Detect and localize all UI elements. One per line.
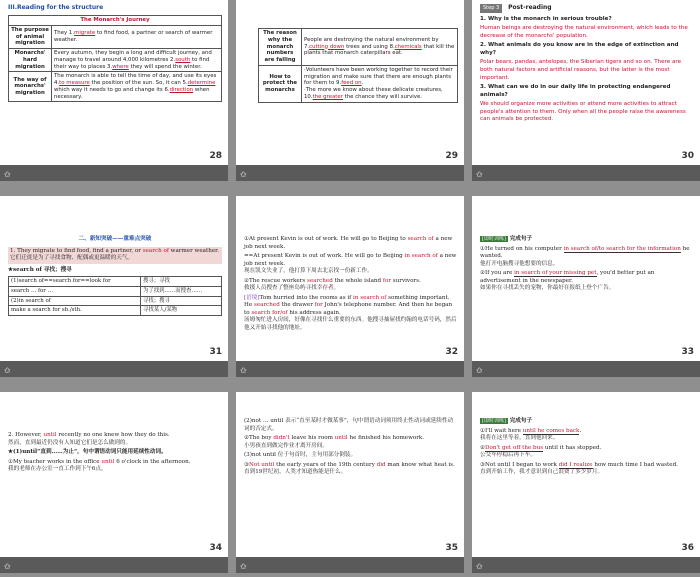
journey-table [8,15,222,102]
step-badge: Step 3 [480,4,502,13]
slide-34[interactable] [0,392,228,573]
exercise-sentence: ①He turned on his computer in search of/to search for the information he wanted. 他打开电脑搜寻他想要的信息。 [480,245,690,267]
slide-number: 29 [445,151,458,161]
exercise-sentence: ②If you are in search of your missing pet, you'd better put an advertisement in the newspaper. 如果你在寻找丢失的宠物，你最好在报纸上登个广告。 [480,270,655,292]
table-cell: They 1.migrate to find food, a partner or search of warmer weather. [52,25,222,48]
slide-28[interactable] [0,0,228,181]
slide-number: 33 [681,347,694,357]
star-icon: ✩ [476,366,483,375]
star-icon: ✩ [240,170,247,179]
slide-number: 32 [445,347,458,357]
slide-number: 36 [681,543,694,553]
slide-29[interactable] [236,0,464,181]
question: 2. What animals do you know are in the edge of extinction and why? [480,42,679,56]
table-title: The Monarch's Journey [9,16,222,26]
grammar-note: (3)not until 位于句首时，主句用部分倒装。 [244,452,357,459]
slide-footer [0,361,228,377]
row-header: The purpose of animal migration [9,25,52,48]
answer: We should organize more activities or attend more activities to attract people's attention to them. Only when all the people raise the awareness can animals be protected. [480,101,686,123]
usage-table: (1)search of==search for==look for 搜寻；寻找 search … for … 为了找到……而搜查…… (2)in search of 寻找；搜寻 make a search for sb./sth. 寻找某人/某物 [8,276,222,316]
slide-title: 完成句子 [509,236,533,242]
key-sentence: 2. However, until recently no one knew how they do this. 然而，直到最近仍没有人知道它们是怎么做到的。 [8,432,170,446]
star-icon: ✩ [4,562,11,571]
slide-number: 28 [209,151,222,161]
slide-footer [0,165,228,181]
slide-30[interactable] [472,0,700,181]
grammar-note: (2)not … until 表示“直至某时才做某事”，句中谓语动词须用终止性动词或延续性动词的否定式。 [244,418,454,432]
slide-heading: III.Reading for the structure [8,4,104,11]
question: 3. What can we do in our daily life in protecting endangered animals? [480,84,671,98]
slide-35[interactable] [236,392,464,573]
training-tag: [即时训练] [482,236,506,242]
slide-number: 30 [681,151,694,161]
keyword: ★search of 寻找；搜寻 [8,266,72,273]
row-header: Monarchs' hard migration [9,49,52,72]
star-icon: ✩ [240,366,247,375]
slide-31[interactable] [0,196,228,377]
row-header: The reason why the monarch numbers are falling [259,29,302,66]
keyword: ★(1)until“直到……为止”，句中谓语动词只能用延续性动词。 [8,449,167,456]
example-sentence: ①At present Kevin is out of work. He will go to Beijing to search of a new job next week. [244,236,453,250]
star-icon: ✩ [4,170,11,179]
slide-footer [236,361,464,377]
row-header: How to protect the monarchs [259,65,302,102]
table-cell: Every autumn, they begin a long and difficult journey, and manage to travel around 4,000 kilometres 2.south to find their way to places 3.where they will spend the winter. [52,49,222,72]
table-cell: People are destroying the natural environment by 7.cutting down trees and using 8.chemicals that kill the plants that monarch caterpillars eat. [302,29,458,66]
exercise-sentence: ①I'll wait here until he comes back. 我将在这里等着，直到他回来。 [480,427,582,442]
row-header: The way of monarchs' migration [9,72,52,102]
slide-footer [472,361,700,377]
example-sentence: ==At present Kevin is out of work. He will go to Beijing in search of a new job next week. 现在凯文失业了，他打算下周去北京找一份新工作。 [244,253,457,275]
context-paragraph: [语境]Tom hurried into the rooms as if in search of something important. He searched the drawer for John's telephone number. And then he began to search for/of his address again. 汤姆匆忙进入房间，好像在寻找什么重要的东西。他搜寻抽屉找约翰的电话号码，然后他又开始寻找他的地址。 [244,294,457,332]
star-icon: ✩ [240,562,247,571]
example-sentence: ③Not until the early years of the 19th century did man know what heat is. 直到19世纪初，人类才知道热能是什么。 [244,461,455,476]
slide-title: 完成句子 [509,418,533,424]
slide-footer [472,557,700,573]
question: 1. Why is the monarch in serious trouble? [480,15,612,22]
answer: Human beings are destroying the natural environment, which leads to the decrease of the monarchs' population. [480,25,688,39]
monarch-table [258,28,458,103]
slide-heading: 二、新知突破——重难点突破 [78,236,152,242]
slide-33[interactable] [472,196,700,377]
exercise-sentence: ②Don't get off the bus until it has stopped. 公交车停稳后再下车。 [480,444,602,459]
slide-footer [236,165,464,181]
slide-footer [236,557,464,573]
key-sentence: 1. They migrate to find food, find a partner, or search of warmer weather. 它们迁徙是为了寻找食物、配偶或更温暖的天气。 [8,247,222,264]
example-sentence: ①My teacher works in the office until 6 o'clock in the afternoon. 我的老师在办公室一直工作到下午6点。 [8,458,191,473]
example-sentence: ②The rescue workers searched the whole island for survivors. 救援人员搜查了整座岛屿寻找幸存者。 [244,277,421,292]
slide-number: 34 [209,543,222,553]
answer: Polar bears, pandas, antelopes, the Siberian tigers and so on. There are both natural factors and artificial reasons, but the latter is the most important. [480,59,682,81]
slide-number: 35 [445,543,458,553]
star-icon: ✩ [4,366,11,375]
exercise-sentence: ③Not until I began to work did I realize how much time I had wasted. 直到开始工作，我才意识到自己浪费了多少岁月。 [480,461,678,476]
star-icon: ✩ [476,170,483,179]
slide-32[interactable] [236,196,464,377]
table-cell: The monarch is able to tell the time of day, and use its eyes 4.to measure the position of the sun. So, it can 5.determine which way it needs to go and change its 6.direction when necessary. [52,72,222,102]
slide-36[interactable] [472,392,700,573]
slide-title: Post-reading [508,4,552,12]
star-icon: ✩ [476,562,483,571]
slide-footer [472,165,700,181]
slide-footer [0,557,228,573]
example-sentence: ②The boy didn't leave his room until he finished his homework. 小男孩直到做完作业才离开房间。 [244,435,425,449]
training-tag: [即时训练] [482,418,506,424]
slide-number: 31 [209,347,222,357]
table-cell: ·Volunteers have been working together to record their migration and make sure that there are enough plants for them to 9.feed on. ·The more we know about these delicate creatures, 10.the greater the chance they will survive. [302,65,458,102]
